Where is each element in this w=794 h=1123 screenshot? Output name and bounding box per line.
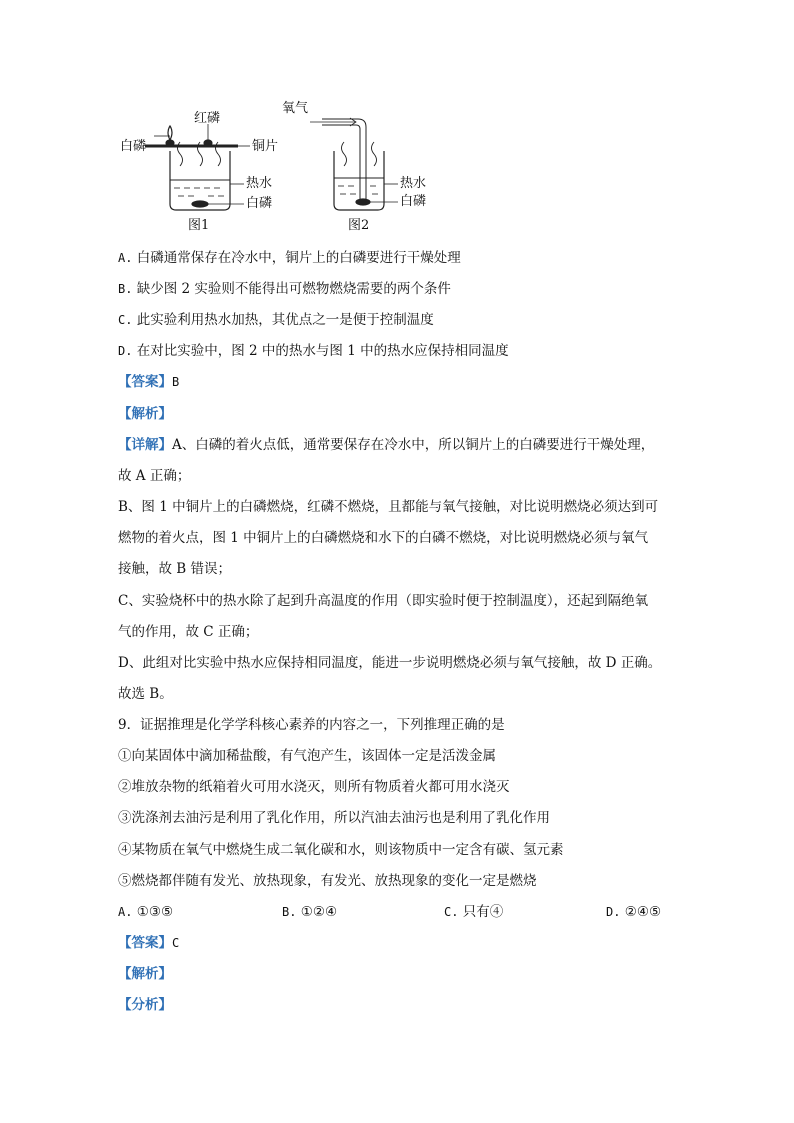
q9-statement-2: ②堆放杂物的纸箱着火可用水浇灭，则所有物质着火都可用水浇灭 <box>118 779 510 795</box>
answer-value: B <box>172 375 180 389</box>
fig1-label-copper: 铜片 <box>252 139 279 154</box>
fig2-label-hot-water: 热水 <box>400 176 427 191</box>
q8-detail-line-6: 气的作用，故 C 正确； <box>118 624 259 640</box>
fig1-label-white-phosphorus-left: 白磷 <box>120 139 147 154</box>
option-letter: C. <box>118 313 133 327</box>
fig1-label-white-phosphorus-bottom: 白磷 <box>246 196 273 211</box>
experiment-figure <box>110 96 450 238</box>
q9-statement-1: ①向某固体中滴加稀盐酸，有气泡产生，该固体一定是活泼金属 <box>118 748 496 764</box>
q9-option-a <box>118 903 173 921</box>
q8-answer <box>118 373 179 391</box>
q9-fenxi-tag <box>118 996 172 1014</box>
fig1-label-hot-water: 热水 <box>246 176 273 191</box>
option-text: 此实验利用热水加热，其优点之一是便于控制温度 <box>136 312 434 328</box>
q8-detail-line-2: B、图 1 中铜片上的白磷燃烧，红磷不燃烧，且都能与氧气接触，对比说明燃烧必须达到可 <box>118 499 659 515</box>
detail-text: A、白磷的着火点低，通常要保存在冷水中，所以铜片上的白磷要进行干燥处理， <box>172 437 655 453</box>
answer-tag: 【答案】 <box>118 374 172 390</box>
q8-detail-line-0 <box>118 436 654 454</box>
analysis-tag: 【解析】 <box>118 966 172 982</box>
q8-detail-line-7: D、此组对比实验中热水应保持相同温度，能进一步说明燃烧必须与氧气接触，故 D 正确。 <box>118 655 662 671</box>
option-text: 在对比实验中，图 2 中的热水与图 1 中的热水应保持相同温度 <box>136 343 509 359</box>
q9-statement-3: ③洗涤剂去油污是利用了乳化作用，所以汽油去油污也是利用了乳化作用 <box>118 810 550 826</box>
q8-option-b <box>118 280 451 298</box>
answer-value: C <box>172 936 180 950</box>
q8-detail-line-1: 故 A 正确； <box>118 468 191 484</box>
option-text: ①③⑤ <box>136 904 174 920</box>
option-letter: C. <box>444 905 459 919</box>
fig1-caption: 图1 <box>188 218 210 233</box>
q9-option-d <box>606 903 661 921</box>
q8-option-a <box>118 249 461 267</box>
detail-tag: 【详解】 <box>118 437 172 453</box>
option-text: 只有④ <box>462 904 504 920</box>
q9-option-b <box>282 903 337 921</box>
option-letter: B. <box>282 905 297 919</box>
option-text: ②④⑤ <box>624 904 662 920</box>
q8-option-d <box>118 342 509 360</box>
q9-option-c <box>444 903 503 921</box>
fig1-apparatus <box>145 124 250 210</box>
fig2-label-white-phosphorus: 白磷 <box>400 194 427 209</box>
analysis-tag: 【解析】 <box>118 406 172 422</box>
option-letter: A. <box>118 251 133 265</box>
q8-detail-line-5: C、实验烧杯中的热水除了起到升高温度的作用（即实验时便于控制温度），还起到隔绝氧 <box>118 593 649 609</box>
fig2-apparatus <box>310 118 398 210</box>
fig1-water-dashes <box>174 188 224 196</box>
q8-detail-line-3: 燃物的着火点，图 1 中铜片上的白磷燃烧和水下的白磷不燃烧，对比说明燃烧必须与氧气 <box>118 530 649 546</box>
option-letter: D. <box>606 905 621 919</box>
option-text: ①②④ <box>300 904 338 920</box>
option-letter: D. <box>118 344 133 358</box>
fig2-caption: 图2 <box>348 218 370 233</box>
q8-analysis-tag <box>118 405 172 423</box>
q8-detail-line-4: 接触，故 B 错误； <box>118 561 232 577</box>
option-letter: A. <box>118 905 133 919</box>
q9-answer <box>118 934 179 952</box>
q9-statement-4: ④某物质在氧气中燃烧生成二氧化碳和水，则该物质中一定含有碳、氢元素 <box>118 842 564 858</box>
q9-statement-5: ⑤燃烧都伴随有发光、放热现象，有发光、放热现象的变化一定是燃烧 <box>118 873 537 889</box>
option-letter: B. <box>118 282 133 296</box>
fig2-label-oxygen: 氧气 <box>282 101 309 116</box>
answer-tag: 【答案】 <box>118 935 172 951</box>
q9-stem: 9．证据推理是化学学科核心素养的内容之一，下列推理正确的是 <box>118 717 505 733</box>
experiment-diagram <box>110 96 450 238</box>
option-text: 缺少图 2 实验则不能得出可燃物燃烧需要的两个条件 <box>136 281 451 297</box>
q8-detail-line-8: 故选 B。 <box>118 686 173 702</box>
q8-option-c <box>118 311 434 329</box>
fig2-water-dashes <box>338 186 378 194</box>
fenxi-tag: 【分析】 <box>118 997 172 1013</box>
fig1-label-red-phosphorus: 红磷 <box>194 111 221 126</box>
option-text: 白磷通常保存在冷水中，铜片上的白磷要进行干燥处理 <box>136 250 461 266</box>
q9-analysis-tag <box>118 965 172 983</box>
